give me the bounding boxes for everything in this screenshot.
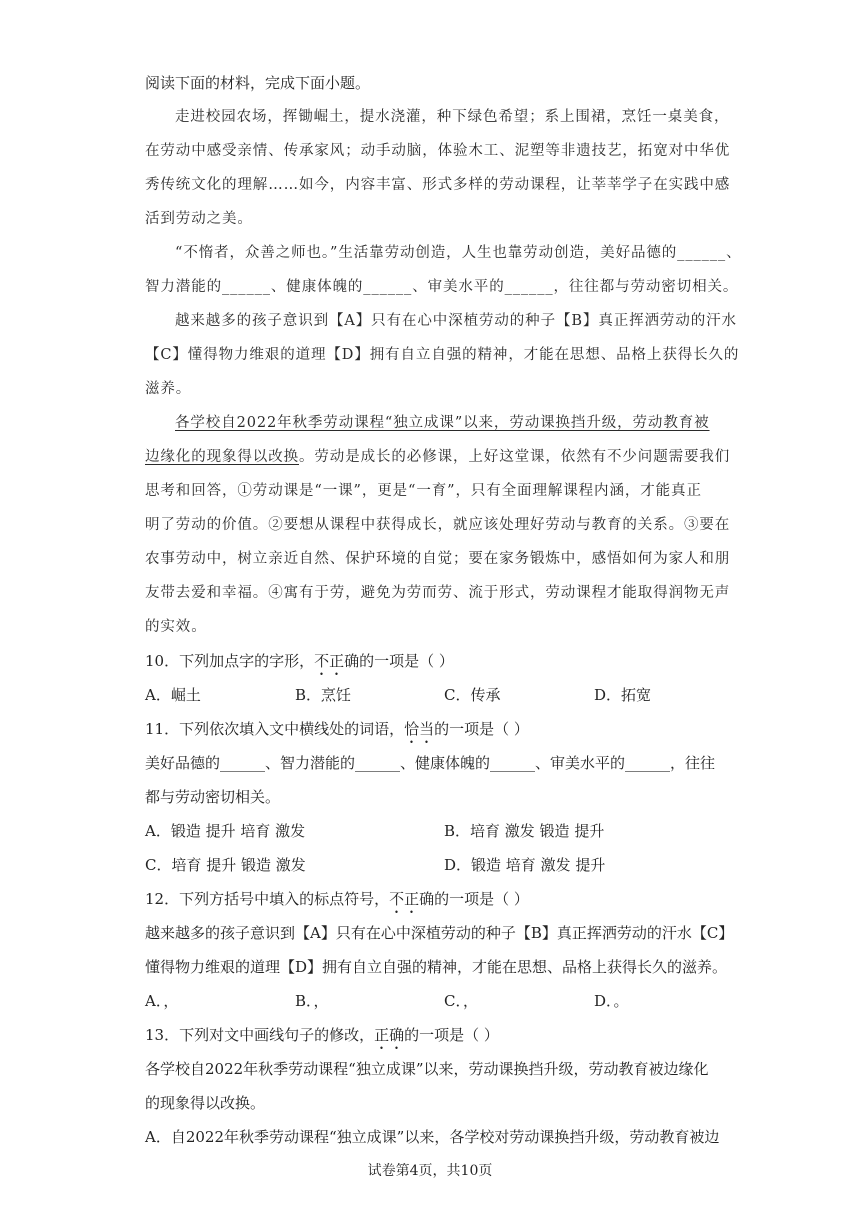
passage-line: 农事劳动中，树立亲近自然、保护环境的自觉；要在家务锻炼中，感悟如何为家人和朋: [145, 551, 731, 567]
passage-line: 滋养。: [145, 381, 192, 397]
dotted-emphasis: 不正: [389, 890, 420, 908]
option-c: C．传承: [444, 686, 501, 704]
option-d: D．拓宽: [594, 686, 652, 704]
question-12-stem: [145, 889, 715, 917]
option-b: B．培育 激发 锻造 提升: [444, 822, 605, 840]
option-a: A．，: [145, 992, 179, 1010]
stem-text: 的一项是（ ）: [434, 720, 529, 738]
option-b: B．烹饪: [295, 686, 352, 704]
stem-text: 13．下列对文中画线句子的修改，: [145, 1026, 375, 1044]
dotted-emphasis: 正确: [374, 1026, 405, 1044]
option-d: D．锻造 培育 激发 提升: [444, 856, 606, 874]
stem-text: 确的一项是（ ）: [344, 652, 454, 670]
passage-line: 智力潜能的______、健康体魄的______、审美水平的______，往往都与劳动密切相关。: [145, 279, 739, 295]
passage-line: 思考和回答，①劳动课是“一课”，更是“一育”，只有全面理解课程内涵，才能真正: [145, 483, 702, 499]
option-c: C．培育 提升 锻造 激发: [145, 856, 306, 874]
question-10-stem: [145, 651, 715, 679]
stem-text: 11．下列依次填入文中横线处的词语，: [145, 720, 405, 738]
dotted-emphasis: 恰当: [404, 720, 435, 738]
passage-line: “不惰者，众善之师也。”生活靠劳动创造，人生也靠劳动创造，美好品德的______、: [175, 245, 742, 261]
quoted-text: 懂得物力维艰的道理【D】拥有自立自强的精神，才能在思想、品格上获得长久的滋养。: [145, 958, 728, 976]
stem-text: 确的一项是（ ）: [419, 890, 529, 908]
option-c: C．，: [444, 992, 478, 1010]
passage-line: 越来越多的孩子意识到【A】只有在心中深植劳动的种子【B】真正挥洒劳动的汗水: [175, 313, 737, 329]
passage-line: 活到劳动之美。: [145, 211, 253, 227]
stem-text: 的一项是（ ）: [404, 1026, 499, 1044]
question-13-stem: [145, 1025, 715, 1053]
option-b: B．，: [295, 992, 329, 1010]
reading-instruction: 阅读下面的材料，完成下面小题。: [145, 74, 371, 92]
passage-line: 走进校园农场，挥锄崛土，提水浇灌，种下绿色希望；系上围裙，烹饪一桌美食，: [175, 109, 730, 125]
option-a: A．自2022年秋季劳动课程“独立成课”以来，各学校对劳动课换挡升级，劳动教育被边: [145, 1128, 720, 1146]
passage-text: 。劳动是成长的必修课，上好这堂课，依然有不少问题需要我们: [299, 449, 731, 465]
quoted-text: 越来越多的孩子意识到【A】只有在心中深植劳动的种子【B】真正挥洒劳动的汗水【C】: [145, 924, 734, 942]
stem-text: 12．下列方括号中填入的标点符号，: [145, 890, 390, 908]
quoted-text: 各学校自2022年秋季劳动课程“独立成课”以来，劳动课换挡升级，劳动教育被边缘化: [145, 1060, 709, 1078]
passage-line: 友带去爱和幸福。④寓有于劳，避免为劳而劳、流于形式，劳动课程才能取得润物无声: [145, 585, 731, 601]
passage-line: 【C】懂得物力维艰的道理【D】拥有自立自强的精神，才能在思想、品格上获得长久的: [145, 347, 740, 363]
passage-line: 秀传统文化的理解……如今，内容丰富、形式多样的劳动课程，让莘莘学子在实践中感: [145, 177, 731, 193]
quoted-text: 都与劳动密切相关。: [145, 788, 281, 806]
stem-text: 10．下列加点字的字形，: [145, 652, 315, 670]
option-a: A．崛土: [145, 686, 201, 704]
passage-line: 在劳动中感受亲情、传承家风；动手动脑，体验木工、泥塑等非遗技艺，拓宽对中华优: [145, 143, 731, 159]
option-d: D．。: [594, 992, 629, 1010]
dotted-emphasis: 不正: [314, 652, 345, 670]
underlined-sentence: 各学校自2022年秋季劳动课程“独立成课”以来，劳动课换挡升级，劳动教育被: [175, 415, 710, 431]
option-a: A．锻造 提升 培育 激发: [145, 822, 306, 840]
passage-line: 的实效。: [145, 619, 207, 635]
quoted-text: 美好品德的______、智力潜能的______、健康体魄的______、审美水平的______，往往: [145, 754, 716, 772]
underlined-sentence: 边缘化的现象得以改换: [145, 449, 299, 465]
passage-line: 明了劳动的价值。②要想从课程中获得成长，就应该处理好劳动与教育的关系。③要在: [145, 517, 731, 533]
page-footer: 试卷第4页，共10页: [367, 1163, 493, 1179]
passage-line: [145, 447, 731, 467]
question-11-stem: [145, 719, 715, 747]
quoted-text: 的现象得以改换。: [145, 1094, 266, 1112]
